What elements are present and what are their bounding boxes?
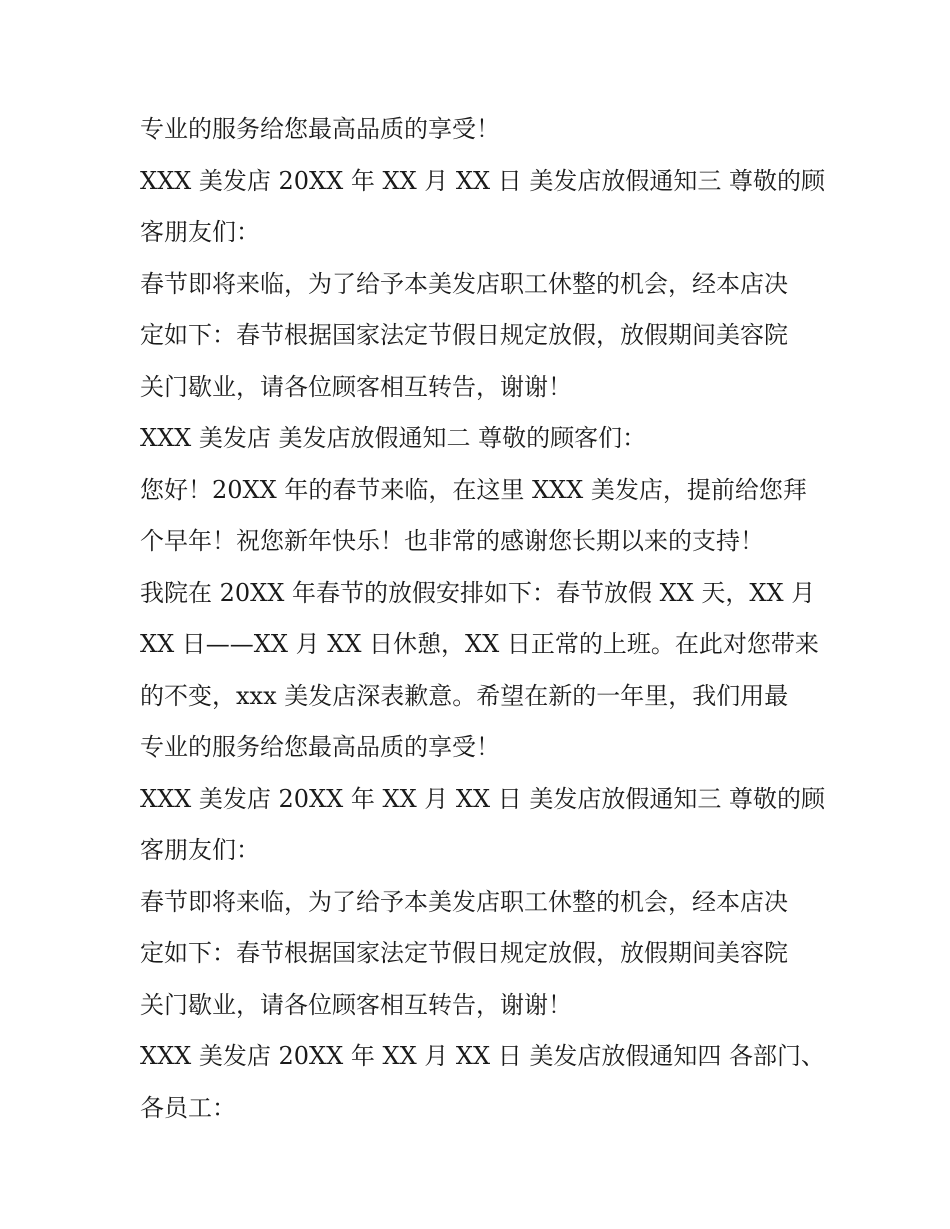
- text-line: XXX 美发店 20XX 年 XX 月 XX 日 美发店放假通知三 尊敬的顾: [140, 166, 825, 195]
- text-line: 定如下：春节根据国家法定节假日规定放假，放假期间美容院: [140, 321, 788, 349]
- text-line: 春节即将来临，为了给予本美发店职工休整的机会，经本店决: [140, 269, 788, 298]
- text-line: 各员工：: [140, 1093, 236, 1122]
- text-line: 客朋友们：: [140, 836, 260, 864]
- text-line: XXX 美发店 20XX 年 XX 月 XX 日 美发店放假通知三 尊敬的顾: [140, 784, 825, 813]
- text-line: 您好！20XX 年的春节来临，在这里 XXX 美发店，提前给您拜: [140, 475, 807, 504]
- text-line: 个早年！祝您新年快乐！也非常的感谢您长期以来的支持！: [140, 527, 764, 555]
- text-line: XXX 美发店 20XX 年 XX 月 XX 日 美发店放假通知四 各部门、: [140, 1042, 825, 1070]
- text-line: 客朋友们：: [140, 218, 260, 246]
- text-line: 我院在 20XX 年春节的放假安排如下：春节放假 XX 天，XX 月: [140, 578, 816, 607]
- text-line: 专业的服务给您最高品质的享受！: [140, 733, 500, 761]
- text-line: 定如下：春节根据国家法定节假日规定放假，放假期间美容院: [140, 939, 788, 967]
- text-line: 专业的服务给您最高品质的享受！: [140, 115, 500, 143]
- text-line: 春节即将来临，为了给予本美发店职工休整的机会，经本店决: [140, 887, 788, 916]
- text-line: 关门歇业，请各位顾客相互转告，谢谢！: [140, 990, 572, 1019]
- text-line: 的不变，xxx 美发店深表歉意。希望在新的一年里，我们用最: [140, 681, 789, 710]
- text-line: XX 日——XX 月 XX 日休憩，XX 日正常的上班。在此对您带来: [140, 630, 819, 658]
- text-line: XXX 美发店 美发店放假通知二 尊敬的顾客们：: [140, 424, 647, 452]
- text-line: 关门歇业，请各位顾客相互转告，谢谢！: [140, 372, 572, 401]
- document-body: [140, 104, 830, 1134]
